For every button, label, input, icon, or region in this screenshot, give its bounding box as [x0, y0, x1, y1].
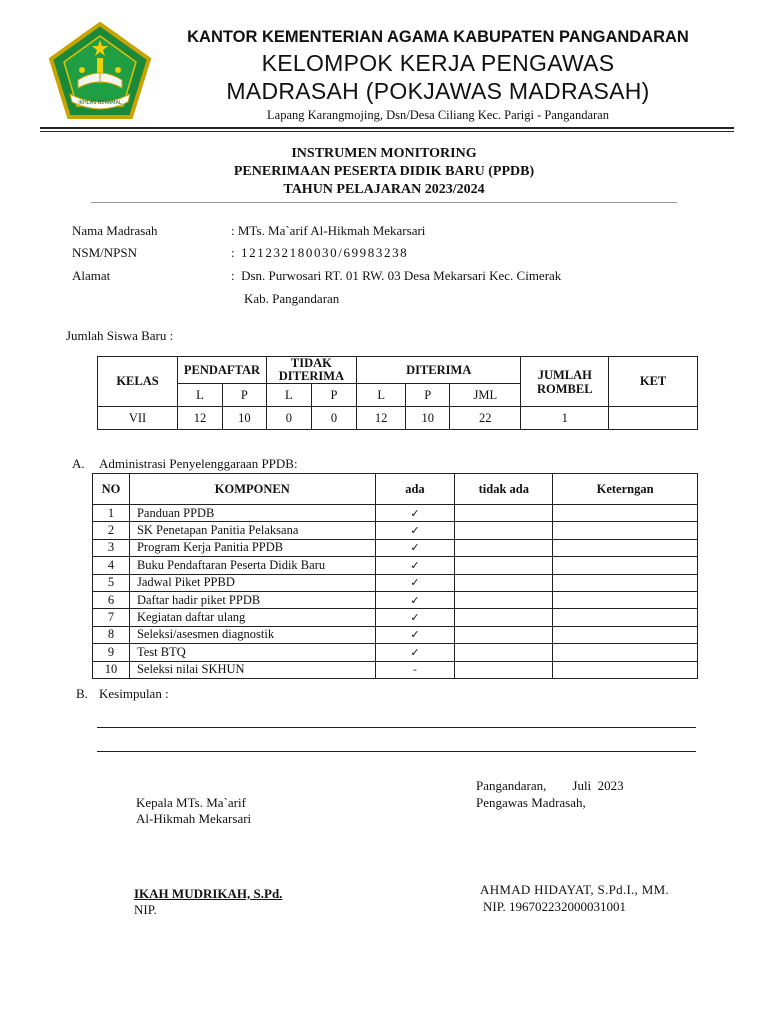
- group-name-line2: MADRASAH (POKJAWAS MADRASAH): [226, 78, 650, 104]
- table-row: [93, 522, 698, 539]
- cell-keterangan: [553, 557, 698, 574]
- cell-ada: -: [375, 661, 455, 678]
- office-name: KANTOR KEMENTERIAN AGAMA KABUPATEN PANGANDARAN: [187, 28, 689, 46]
- cell-komponen: Panduan PPDB: [129, 505, 375, 522]
- cell-no: 7: [93, 609, 130, 626]
- cell-no: 9: [93, 644, 130, 661]
- cell-ada: ✓: [375, 505, 455, 522]
- cell-diterima-jml: 22: [450, 407, 521, 430]
- cell-tidak-ada: [455, 609, 553, 626]
- header-pendaftar: PENDAFTAR: [178, 357, 267, 384]
- info-value-alamat: : Dsn. Purwosari RT. 01 RW. 03 Desa Mekarsari Kec. Cimerak: [231, 268, 562, 283]
- doc-title-line1: INSTRUMEN MONITORING: [291, 146, 477, 161]
- cell-keterangan: [553, 626, 698, 643]
- cell-tidak-p: 0: [311, 407, 356, 430]
- info-label-nsm: NSM/NPSN: [72, 245, 138, 260]
- cell-komponen: Seleksi nilai SKHUN: [129, 661, 375, 678]
- conclusion-line-2: [97, 751, 696, 752]
- info-value-nama: : MTs. Ma`arif Al-Hikmah Mekarsari: [231, 223, 426, 238]
- cell-ada: ✓: [375, 644, 455, 661]
- cell-ada: ✓: [375, 574, 455, 591]
- cell-no: 8: [93, 626, 130, 643]
- cell-komponen: Test BTQ: [129, 644, 375, 661]
- header-tidak-ada: tidak ada: [455, 474, 553, 505]
- info-value-alamat-cont: Kab. Pangandaran: [244, 291, 340, 306]
- conclusion-line-1: [97, 727, 696, 728]
- cell-ada: ✓: [375, 539, 455, 556]
- header-keterangan: Keterngan: [553, 474, 698, 505]
- cell-tidak-ada: [455, 626, 553, 643]
- cell-keterangan: [553, 522, 698, 539]
- header-kelas: KELAS: [98, 357, 178, 407]
- cell-komponen: Kegiatan daftar ulang: [129, 609, 375, 626]
- cell-no: 2: [93, 522, 130, 539]
- cell-keterangan: [553, 644, 698, 661]
- header-jumlah-rombel: JUMLAH ROMBEL: [521, 357, 609, 407]
- cell-komponen: Daftar hadir piket PPDB: [129, 591, 375, 608]
- cell-no: 6: [93, 591, 130, 608]
- cell-keterangan: [553, 609, 698, 626]
- cell-rombel: 1: [521, 407, 609, 430]
- table-row: [93, 661, 698, 678]
- subheader-p: P: [311, 384, 356, 407]
- section-b-label: B.: [76, 686, 88, 701]
- left-signer-nip: NIP.: [134, 902, 157, 917]
- table-row: [98, 407, 698, 430]
- left-signer-role-2: Al-Hikmah Mekarsari: [136, 811, 252, 826]
- cell-pendaftar-l: 12: [178, 407, 223, 430]
- cell-pendaftar-p: 10: [222, 407, 266, 430]
- subheader-l: L: [178, 384, 223, 407]
- table-row: [93, 609, 698, 626]
- cell-no: 5: [93, 574, 130, 591]
- cell-ada: ✓: [375, 626, 455, 643]
- cell-tidak-ada: [455, 591, 553, 608]
- info-label-alamat: Alamat: [72, 268, 111, 283]
- table-row: [93, 574, 698, 591]
- cell-diterima-l: 12: [357, 407, 406, 430]
- cell-diterima-p: 10: [406, 407, 450, 430]
- cell-ket: [609, 407, 698, 430]
- header-tidak-diterima: TIDAK DITERIMA: [266, 357, 356, 384]
- admin-table: [92, 473, 698, 679]
- cell-keterangan: [553, 539, 698, 556]
- cell-no: 3: [93, 539, 130, 556]
- kemenag-logo-icon: [48, 22, 152, 120]
- cell-ada: ✓: [375, 522, 455, 539]
- cell-ada: ✓: [375, 557, 455, 574]
- cell-tidak-ada: [455, 644, 553, 661]
- header-ket: KET: [609, 357, 698, 407]
- cell-tidak-ada: [455, 661, 553, 678]
- cell-ada: ✓: [375, 591, 455, 608]
- place-date: Pangandaran, Juli 2023: [476, 778, 624, 793]
- cell-ada: ✓: [375, 609, 455, 626]
- cell-komponen: Seleksi/asesmen diagnostik: [129, 626, 375, 643]
- info-label-nama: Nama Madrasah: [72, 223, 158, 238]
- cell-keterangan: [553, 574, 698, 591]
- cell-keterangan: [553, 661, 698, 678]
- cell-keterangan: [553, 591, 698, 608]
- section-a-label: A.: [72, 456, 85, 471]
- svg-text:IKHLAS BERAMAL: IKHLAS BERAMAL: [78, 100, 122, 106]
- header-no: NO: [93, 474, 130, 505]
- left-signer-role-1: Kepala MTs. Ma`arif: [136, 795, 246, 810]
- subheader-jml: JML: [450, 384, 521, 407]
- table-row: [93, 557, 698, 574]
- table-row: [93, 626, 698, 643]
- right-signer-role: Pengawas Madrasah,: [476, 795, 586, 810]
- left-signer-name: IKAH MUDRIKAH, S.Pd.: [134, 886, 283, 901]
- right-signer-nip: NIP. 196702232000031001: [483, 899, 627, 914]
- header-divider: [40, 127, 734, 129]
- cell-no: 10: [93, 661, 130, 678]
- header-komponen: KOMPONEN: [129, 474, 375, 505]
- subheader-p: P: [222, 384, 266, 407]
- cell-no: 4: [93, 557, 130, 574]
- cell-tidak-ada: [455, 557, 553, 574]
- header-diterima: DITERIMA: [357, 357, 521, 384]
- header-divider-thin: [40, 131, 734, 132]
- table-row: [93, 505, 698, 522]
- students-label: Jumlah Siswa Baru :: [66, 328, 174, 343]
- office-address: Lapang Karangmojing, Dsn/Desa Ciliang Kec. Parigi - Pangandaran: [267, 108, 609, 122]
- cell-keterangan: [553, 505, 698, 522]
- cell-tidak-ada: [455, 539, 553, 556]
- students-table: [97, 356, 698, 430]
- right-signer-name: AHMAD HIDAYAT, S.Pd.I., MM.: [480, 882, 670, 897]
- header-ada: ada: [375, 474, 455, 505]
- doc-title-line3: TAHUN PELAJARAN 2023/2024: [283, 182, 485, 197]
- cell-tidak-ada: [455, 505, 553, 522]
- title-divider: [91, 202, 677, 203]
- cell-tidak-l: 0: [266, 407, 311, 430]
- table-row: [93, 644, 698, 661]
- subheader-l: L: [357, 384, 406, 407]
- cell-tidak-ada: [455, 574, 553, 591]
- cell-no: 1: [93, 505, 130, 522]
- table-row: [93, 539, 698, 556]
- section-a-title: Administrasi Penyelenggaraan PPDB:: [99, 456, 298, 471]
- subheader-p: P: [406, 384, 450, 407]
- group-name-line1: KELOMPOK KERJA PENGAWAS: [261, 50, 615, 76]
- doc-title-line2: PENERIMAAN PESERTA DIDIK BARU (PPDB): [233, 164, 535, 179]
- info-value-nsm: : 121232180030/69983238: [231, 245, 409, 260]
- cell-komponen: Program Kerja Panitia PPDB: [129, 539, 375, 556]
- subheader-l: L: [266, 384, 311, 407]
- table-row: [93, 591, 698, 608]
- section-b-title: Kesimpulan :: [99, 686, 169, 701]
- cell-tidak-ada: [455, 522, 553, 539]
- cell-komponen: Buku Pendaftaran Peserta Didik Baru: [129, 557, 375, 574]
- cell-komponen: Jadwal Piket PPBD: [129, 574, 375, 591]
- cell-komponen: SK Penetapan Panitia Pelaksana: [129, 522, 375, 539]
- cell-kelas: VII: [98, 407, 178, 430]
